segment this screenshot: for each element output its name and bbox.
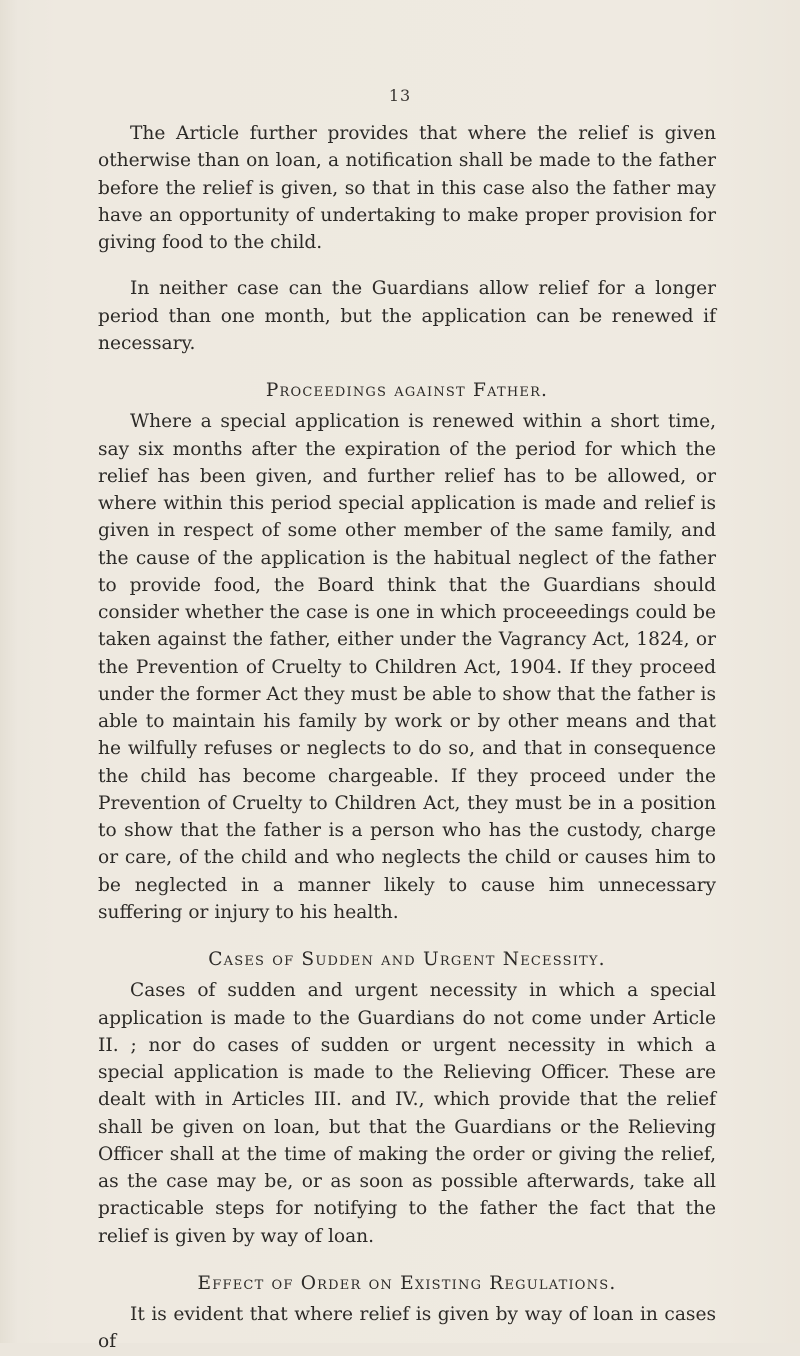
body-text — [98, 120, 716, 1356]
section-heading: Cases of Sudden and Urgent Necessity. — [208, 949, 606, 970]
page-number: 13 — [388, 86, 412, 105]
paragraph: It is evident that where relief is given by way of loan in cases of — [98, 1304, 716, 1353]
section-heading: Effect of Order on Existing Regulations. — [197, 1272, 617, 1294]
paragraph: The Article further provides that where the relief is given otherwise than on loan, a notification shall be made to the father before the relief is given, so that in this case also the father may have an opportunity of undertaking to make proper provision for giving food to the child. — [98, 123, 716, 253]
paragraph: Cases of sudden and urgent necessity in which a special application is made to the Guardians do not come under Article II. ; nor do cases of sudden or urgent necessity in which a special application is made to the Relieving Officer. These are dealt with in Articles III. and IV., which provide that the relief shall be given on loan, but that the Guardians or the Relieving Officer shall at the time of making the order or giving the relief, as the case may be, or as soon as possible afterwards, take all practicable steps for notifying to the father the fact that the relief is given by way of loan. — [98, 980, 716, 1247]
paragraph: Where a special application is renewed within a short time, say six months after the expiration of the period for which the relief has been given, and further relief has to be allowed, or where within this period special application is made and relief is given in respect of some other member of the same family, and the cause of the application is the habitual neglect of the father to provide food, the Board think that the Guardians should consider whether the case is one in which proceeedings could be taken against the father, either under the Vagrancy Act, 1824, or the Prevention of Cruelty to Children Act, 1904. If they proceed under the former Act they must be able to show that the father is able to maintain his family by work or by other means and that he wilfully refuses or neglects to do so, and that in consequence the child has become chargeable. If they proceed under the Prevention of Cruelty to Children Act, they must be in a position to show that the father is a person who has the custody, charge or care, of the child and who neglects the child or causes him to be neglected in a manner likely to cause him unnecessary suffering or injury to his health. — [98, 411, 716, 923]
section-heading: Proceedings against Father. — [265, 380, 549, 401]
paragraph: In neither case can the Guardians allow relief for a longer period than one month, but the application can be renewed if necessary. — [98, 278, 716, 354]
